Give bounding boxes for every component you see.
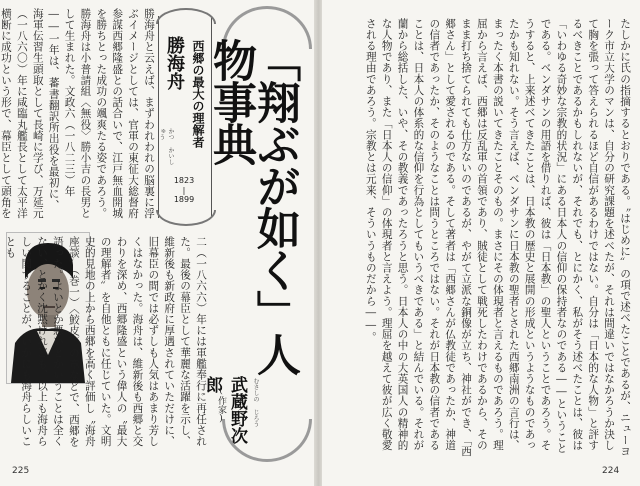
author-name: 武蔵野次郎 bbox=[202, 376, 247, 444]
entry-subtitle: 西郷の最大の理解者 bbox=[191, 40, 205, 148]
page-number-right: 224 bbox=[602, 466, 620, 476]
author-ruby: むさしの じろう bbox=[252, 378, 259, 427]
title-arc-bottom bbox=[222, 419, 312, 462]
heading-arc-bottom bbox=[156, 210, 216, 226]
right-page-body: たしかに氏の指摘するとおりである。〝はじめに〟の項で述べたことであるが、ニューヨーク市立大学のマンは、自分の研究課題を述べたが、それは間違いではなかろうか決して胸を張って答えられるほど自信があるわけではない。自分は「日本的な人物」と評するべきことであるかもしれないが、それでも、とにかく、私がそう述べたことは、彼は「いわゆる奇妙な宗教的状況」にある日本人の信仰の保持者なのである――ということである。ベンダサンの用語を借りれば、彼は「日本教」の聖人ということであろう。そうすると、上来述べてきたことは、日本教の歴史と展開の形成というようなものであったかも知れない。そう言えば、ベンダサンに日本教の聖者とされた西郷南洲の言行は、まったく本書の説いてきたことそのもの。まさにその体現者と言えるものであろう。理屈から言えば、西郷は反乱軍の首領であり、賊徒として戦死したわけであるから、そのまま打ち捨てられても仕方ないのであるが、やがて立派な銅像が立ち、神社ができ、「西郷さん」として愛されるのである。そして著者は「西郷さんが仏教徒であったか、神道の信者であったか、そのようなことは問うところではない。それが日本教の信者であることは、日本人の体系的な信仰を行為としてもいうべきである」と結んでいる。それが蘭から総括した、いや、その教義であったろうと思う。日本人の中の大英国人の精神的な人物であり、また「日本人の信仰」の体現者と言えよう。理屈を越えて彼が広く敬愛される理由であろう。宗教とは元来、そういうものだから――。 bbox=[364, 18, 631, 457]
person-name-ruby: かつ かいしゅう bbox=[158, 128, 174, 165]
heading-arc-top bbox=[156, 8, 216, 24]
entry-lower-body: 二（一八六六）年には軍艦奉行に再任された。最後の幕臣として華麗な活躍を示し、維新後も新政府に厚遇されていただけに、旧幕臣の間では必ずしも人気はあまり芳しくはなかった。海舟は、維新後も西郷と交わりを深め、西郷隆盛という偉人の〝最大の理解者〟を自他ともに任じていた。文明史的見地の上から西郷を高く評価し〝海舟座談〟（巻一）〈鮫皮〉の章などで、西郷を語った。よいとか悪いとかいうことは全くない、とかく沈黙けれども、以上も海舟らしい関することが、いかにも海舟らしいことも bbox=[4, 236, 207, 448]
article-title-block bbox=[202, 6, 310, 462]
entry-upper-body: 勝海舟と云えば、まずわれわれの脳裏に浮ぶイメージとしては、官軍の東征大総督府参謀西郷隆盛との話合いで、江戸無血開城を勝ちとった成功の颯爽たる姿であろう。勝海舟は小普請組〈無役〉勝小吉の長男として生まれた。文政六（一八二三）年――一年は、蕃書翻訳所出役を最初に、海軍伝習生頭取として長崎に学び、万延元（一八六〇）年に咸臨丸艦長として太平洋横断に成功という形で、幕臣として頭角を bbox=[0, 8, 155, 219]
right-page bbox=[322, 0, 640, 486]
left-page bbox=[0, 0, 316, 486]
life-years bbox=[158, 176, 210, 205]
author-role: (作家) bbox=[216, 386, 226, 424]
death-year: 1899 bbox=[173, 195, 195, 205]
page-number-left: 225 bbox=[12, 466, 30, 476]
person-name: 勝海舟 bbox=[164, 36, 185, 90]
birth-year: 1823 bbox=[173, 176, 195, 185]
article-title: 「翔ぶが如く」人物事典 bbox=[205, 38, 300, 374]
year-separator: | bbox=[182, 185, 186, 195]
